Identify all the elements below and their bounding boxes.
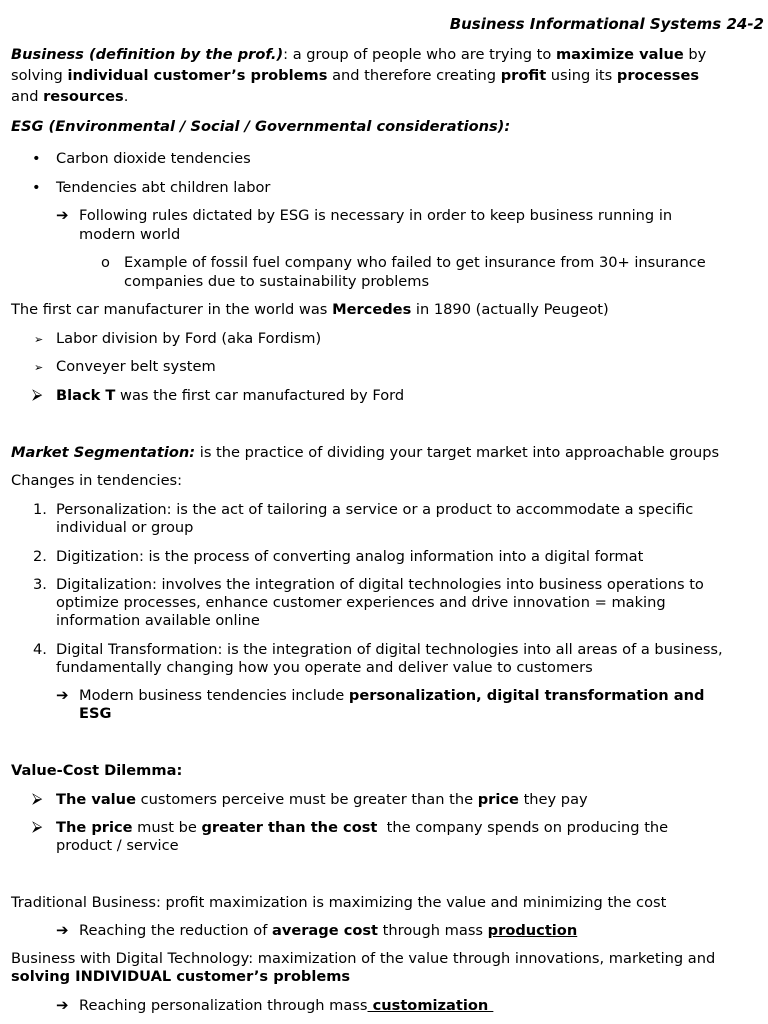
emphasis: profit [500, 67, 547, 84]
arrow-right-icon: ➔ [56, 996, 69, 1014]
circle-bullet-icon: o [101, 254, 110, 271]
esg-sub-line-1: Example of fossil fuel company who failed to get insurance from 30+ insurance [124, 254, 706, 271]
text: : a group of people who are trying to [283, 46, 556, 63]
esg-sub-line-2: companies due to sustainability problems [124, 273, 430, 290]
triangle-right-icon: ⮚ [32, 818, 43, 835]
text: Reaching the reduction of [79, 922, 272, 939]
market-segmentation-definition [11, 444, 719, 462]
changes-heading: Changes in tendencies: [11, 472, 183, 489]
bullet-icon: • [32, 150, 41, 167]
triangle-outline-icon: ➢ [34, 333, 44, 346]
business-definition-line-2 [11, 67, 699, 85]
text: solving [11, 67, 68, 84]
text: by [683, 46, 707, 63]
emphasis: The price [56, 819, 133, 836]
list-item-1-line-1: Personalization: is the act of tailoring a service or a product to accommodate a specific [56, 501, 694, 518]
car-item-1: Labor division by Ford (aka Fordism) [56, 330, 322, 347]
emphasis: maximize value [555, 46, 684, 63]
digital-business-line-1: Business with Digital Technology: maximization of the value through innovations, marketing and [11, 950, 716, 967]
esg-bullet-1: Carbon dioxide tendencies [56, 150, 251, 167]
arrow-right-icon: ➔ [56, 921, 69, 939]
text: in 1890 (actually Peugeot) [411, 301, 609, 318]
market-term: Market Segmentation: [11, 444, 196, 461]
emphasis: processes [616, 67, 700, 84]
text: must be [132, 819, 202, 836]
esg-arrow-line-2: modern world [79, 226, 181, 243]
value-cost-item-1 [56, 791, 588, 809]
list-item-3-line-3: information available online [56, 612, 260, 629]
value-cost-item-2-line-2: product / service [56, 837, 179, 854]
arrow-right-icon: ➔ [56, 686, 69, 704]
text: Reaching personalization through mass [79, 997, 368, 1014]
list-item-4-line-2: fundamentally changing how you operate and deliver value to customers [56, 659, 593, 676]
text: the company spends on producing the [377, 819, 669, 836]
triangle-right-icon: ⮚ [32, 386, 43, 403]
list-item-4-line-1: Digital Transformation: is the integration of digital technologies into all areas of a business, [56, 641, 723, 658]
market-arrow-line-2: ESG [79, 705, 112, 722]
business-definition-line-1 [11, 46, 706, 64]
text: using its [546, 67, 617, 84]
text: they pay [518, 791, 588, 808]
text: and therefore creating [327, 67, 501, 84]
list-item-1-line-2: individual or group [56, 519, 194, 536]
list-item-2-line-1: Digitization: is the process of converting analog information into a digital format [56, 548, 644, 565]
bullet-icon: • [32, 179, 41, 196]
esg-heading: ESG (Environmental / Social / Governmental considerations): [11, 118, 511, 135]
list-item-3-line-2: optimize processes, enhance customer experiences and drive innovation = making [56, 594, 666, 611]
value-cost-item-2-line-1 [56, 819, 668, 837]
business-definition-line-3 [11, 88, 128, 106]
emphasis: individual customer’s problems [67, 67, 328, 84]
emphasis: average cost [271, 922, 379, 939]
list-item-3-line-1: Digitalization: involves the integration of digital technologies into business operations to [56, 576, 704, 593]
text: was the first car manufactured by Ford [115, 387, 405, 404]
car-intro [11, 301, 609, 319]
market-arrow-line-1 [79, 687, 704, 705]
traditional-business-text: Traditional Business: profit maximization is maximizing the value and minimizing the cost [11, 894, 667, 911]
text: through mass [378, 922, 488, 939]
list-number: 2. [33, 548, 47, 565]
emphasis: personalization, digital transformation and [348, 687, 705, 704]
arrow-right-icon: ➔ [56, 206, 69, 224]
text: and [11, 88, 44, 105]
underlined-emphasis: production [487, 922, 578, 939]
emphasis: resources [43, 88, 124, 105]
document-title: Business Informational Systems 24-2 [449, 15, 764, 33]
value-cost-heading: Value-Cost Dilemma: [11, 762, 183, 779]
emphasis: Black T [56, 387, 116, 404]
car-item-3 [56, 387, 404, 405]
emphasis: price [477, 791, 519, 808]
text: Modern business tendencies include [79, 687, 349, 704]
business-term: Business (definition by the prof.) [11, 46, 284, 63]
esg-arrow-line-1: Following rules dictated by ESG is necessary in order to keep business running in [79, 207, 673, 224]
triangle-right-icon: ⮚ [32, 790, 43, 807]
digital-business-line-2: solving INDIVIDUAL customer’s problems [11, 968, 351, 985]
underlined-emphasis: customization [367, 997, 494, 1014]
triangle-outline-icon: ➢ [34, 361, 44, 374]
list-number: 1. [33, 501, 47, 518]
traditional-arrow-line [79, 922, 577, 940]
car-item-2: Conveyer belt system [56, 358, 216, 375]
emphasis: The value [56, 791, 136, 808]
list-number: 4. [33, 641, 47, 658]
digital-arrow-line [79, 997, 493, 1015]
text: . [123, 88, 129, 105]
emphasis: Mercedes [332, 301, 412, 318]
list-number: 3. [33, 576, 47, 593]
text: is the practice of dividing your target market into approachable groups [195, 444, 720, 461]
text: customers perceive must be greater than the [135, 791, 478, 808]
text: The first car manufacturer in the world was [11, 301, 333, 318]
emphasis: greater than the cost [201, 819, 378, 836]
esg-bullet-2: Tendencies abt children labor [56, 179, 271, 196]
